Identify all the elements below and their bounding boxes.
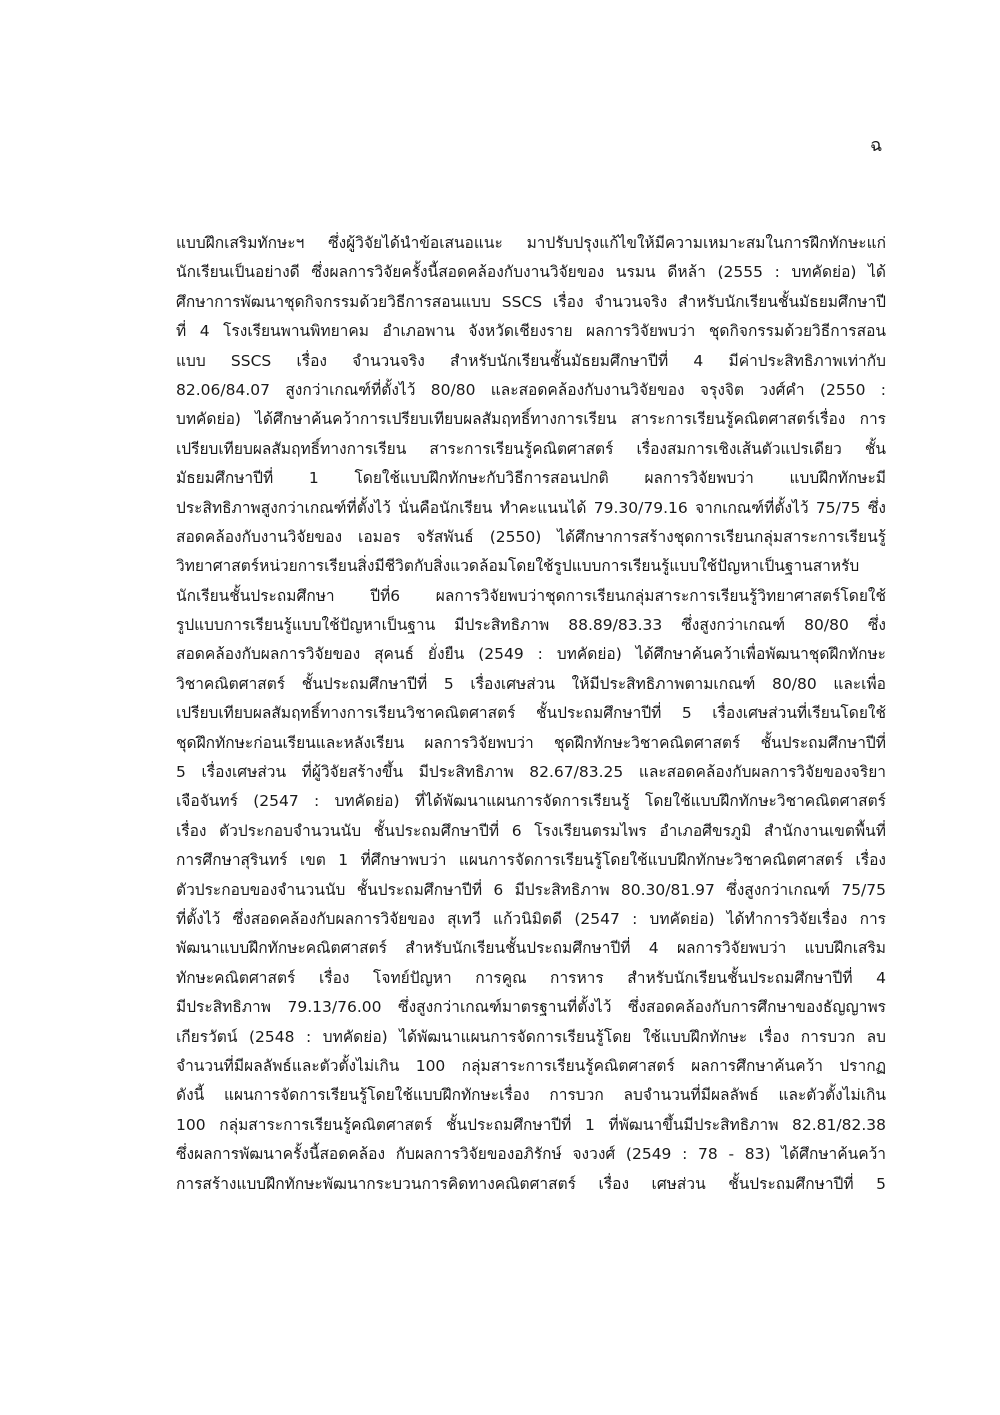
text-line: ชุดฝึกทักษะก่อนเรียนและหลังเรียน ผลการวิจัยพบว่า ชุดฝึกทักษะวิชาคณิตศาสตร์ ชั้นประถมศึกษาปีที่ [176,733,886,752]
text-line: เจือจันทร์ (2547 : บทคัดย่อ) ที่ได้พัฒนาแผนการจัดการเรียนรู้ โดยใช้แบบฝึกทักษะวิชาคณิตศาสตร์ [176,792,886,811]
text-line: แบบฝึกเสริมทักษะฯ ซึ่งผู้วิจัยได้นำข้อเสนอแนะ มาปรับปรุงแก้ไขให้มีความเหมาะสมในการฝึกทักษะแก่ [176,234,886,252]
text-line: รูปแบบการเรียนรู้แบบใช้ปัญหาเป็นฐาน มีประสิทธิภาพ 88.89/83.33 ซึ่งสูงกว่าเกณฑ์ 80/80 ซึ่ง [176,616,886,635]
text-line: นักเรียนเป็นอย่างดี ซึ่งผลการวิจัยครั้งนี้สอดคล้องกับงานวิจัยของ นรมน ดีหล้า (2555 : บทคัดย่อ) ได้ [176,263,886,282]
text-line: บทคัดย่อ) ได้ศึกษาค้นคว้าการเปรียบเทียบผลสัมฤทธิ์ทางการเรียน สาระการเรียนรู้คณิตศาสตร์เรื่อง การ [176,410,886,429]
text-line: ดังนี้ แผนการจัดการเรียนรู้โดยใช้แบบฝึกทักษะเรื่อง การบวก ลบจำนวนที่มีผลลัพธ์ และตัวตั้งไม่เกิน [176,1086,886,1105]
text-line: จำนวนที่มีผลลัพธ์และตัวตั้งไม่เกิน 100 กลุ่มสาระการเรียนรู้คณิตศาสตร์ ผลการศึกษาค้นคว้า ปรากฏ [176,1056,886,1075]
text-line: สอดคล้องกับงานวิจัยของ เอมอร จรัสพันธ์ (2550) ได้ศึกษาการสร้างชุดการเรียนกลุ่มสาระการเรียนรู้ [176,527,886,546]
text-line: มัธยมศึกษาปีที่ 1 โดยใช้แบบฝึกทักษะกับวิธีการสอนปกติ ผลการวิจัยพบว่า แบบฝึกทักษะมี [176,469,886,488]
text-line: นักเรียนชั้นประถมศึกษา ปีที่6 ผลการวิจัยพบว่าชุดการเรียนกลุ่มสาระการเรียนรู้วิทยาศาสตร์โดยใช้ [176,586,886,605]
text-line: พัฒนาแบบฝึกทักษะคณิตศาสตร์ สำหรับนักเรียนชั้นประถมศึกษาปีที่ 4 ผลการวิจัยพบว่า แบบฝึกเสริม [176,939,886,958]
text-line: เกียรวัตน์ (2548 : บทคัดย่อ) ได้พัฒนาแผนการจัดการเรียนรู้โดย ใช้แบบฝึกทักษะ เรื่อง การบวก ลบ [176,1027,886,1046]
text-line: เปรียบเทียบผลสัมฤทธิ์ทางการเรียน สาระการเรียนรู้คณิตศาสตร์ เรื่องสมการเชิงเส้นตัวแปรเดียว ชั้น [176,439,886,458]
text-line: วิชาคณิตศาสตร์ ชั้นประถมศึกษาปีที่ 5 เรื่องเศษส่วน ให้มีประสิทธิภาพตามเกณฑ์ 80/80 และเพื่อ [176,674,886,693]
text-line: 82.06/84.07 สูงกว่าเกณฑ์ที่ตั้งไว้ 80/80 และสอดคล้องกับงานวิจัยของ จรุงจิต วงศ์คำ (2550 : [176,380,886,399]
text-line: ตัวประกอบของจำนวนนับ ชั้นประถมศึกษาปีที่ 6 มีประสิทธิภาพ 80.30/81.97 ซึ่งสูงกว่าเกณฑ์ 75/75 [176,880,886,899]
text-line: วิทยาศาสตร์หน่วยการเรียนสิ่งมีชีวิตกับสิ่งแวดล้อมโดยใช้รูปแบบการเรียนรู้แบบใช้ปัญหาเป็นฐานสาหรับ [176,557,860,576]
text-line: ที่ตั้งไว้ ซึ่งสอดคล้องกับผลการวิจัยของ สุเทวี แก้วนิมิตดี (2547 : บทคัดย่อ) ได้ทำการวิจัยเรื่อง การ [176,909,886,928]
text-line: มีประสิทธิภาพ 79.13/76.00 ซึ่งสูงกว่าเกณฑ์มาตรฐานที่ตั้งไว้ ซึ่งสอดคล้องกับการศึกษาของธัญญาพร [176,998,886,1017]
text-line: แบบ SSCS เรื่อง จำนวนจริง สำหรับนักเรียนชั้นมัธยมศึกษาปีที่ 4 มีค่าประสิทธิภาพเท่ากับ [176,351,886,370]
page-number: ฉ [870,135,883,156]
text-line: การศึกษาสุรินทร์ เขต 1 ที่ศึกษาพบว่า แผนการจัดการเรียนรู้โดยใช้แบบฝึกทักษะวิชาคณิตศาสตร์ เรื่อง [176,851,886,870]
text-line: ซึ่งผลการพัฒนาครั้งนี้สอดคล้อง กับผลการวิจัยของอภิรักษ์ จงวงศ์ (2549 : 78 - 83) ได้ศึกษาค้นคว้า [176,1145,886,1164]
text-line: 100 กลุ่มสาระการเรียนรู้คณิตศาสตร์ ชั้นประถมศึกษาปีที่ 1 ที่พัฒนาขึ้นมีประสิทธิภาพ 82.81/82.38 [176,1115,886,1134]
text-line: ศึกษาการพัฒนาชุดกิจกรรมด้วยวิธีการสอนแบบ SSCS เรื่อง จำนวนจริง สำหรับนักเรียนชั้นมัธยมศึกษาปี [176,292,886,311]
text-line: สอดคล้องกับผลการวิจัยของ สุคนธ์ ยั่งยืน (2549 : บทคัดย่อ) ได้ศึกษาค้นคว้าเพื่อพัฒนาชุดฝึกทักษะ [176,645,886,664]
text-line: เปรียบเทียบผลสัมฤทธิ์ทางการเรียนวิชาคณิตศาสตร์ ชั้นประถมศึกษาปีที่ 5 เรื่องเศษส่วนที่เรียนโดยใช้ [176,704,886,723]
text-line: เรื่อง ตัวประกอบจำนวนนับ ชั้นประถมศึกษาปีที่ 6 โรงเรียนตรมไพร อำเภอศีขรภูมิ สำนักงานเขตพื้นที่ [176,821,886,840]
text-line: ประสิทธิภาพสูงกว่าเกณฑ์ที่ตั้งไว้ นั่นคือนักเรียน ทำคะแนนได้ 79.30/79.16 จากเกณฑ์ที่ตั้งไว้ 75/75 ซึ่ง [176,498,886,517]
text-line: ที่ 4 โรงเรียนพานพิทยาคม อำเภอพาน จังหวัดเชียงราย ผลการวิจัยพบว่า ชุดกิจกรรมด้วยวิธีการสอน [176,322,886,341]
text-line: 5 เรื่องเศษส่วน ที่ผู้วิจัยสร้างขึ้น มีประสิทธิภาพ 82.67/83.25 และสอดคล้องกับผลการวิจัยของจริยา [176,763,886,782]
text-line: ทักษะคณิตศาสตร์ เรื่อง โจทย์ปัญหา การคูณ การหาร สำหรับนักเรียนชั้นประถมศึกษาปีที่ 4 [176,968,886,987]
text-line: การสร้างแบบฝึกทักษะพัฒนากระบวนการคิดทางคณิตศาสตร์ เรื่อง เศษส่วน ชั้นประถมศึกษาปีที่ 5 [176,1174,886,1193]
body-paragraph [176,229,886,1199]
